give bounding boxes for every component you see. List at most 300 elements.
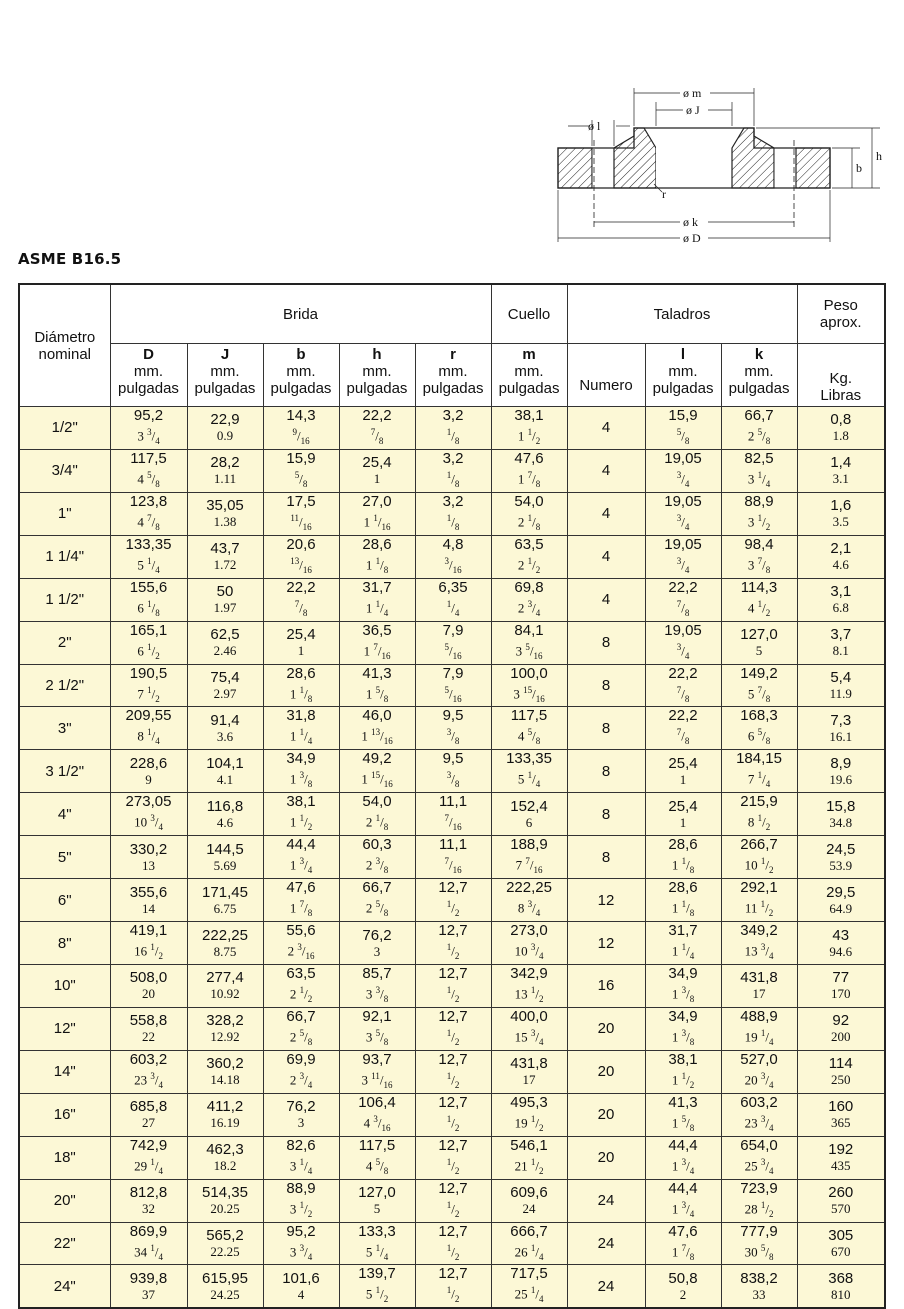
inch-value: 5 (755, 643, 763, 659)
mm-value: 114,3 (740, 578, 778, 596)
cell-b (263, 964, 339, 1007)
cell-j (187, 535, 263, 578)
nominal-value: 3/4" (51, 462, 78, 480)
mm-value: 717,5 (510, 1265, 548, 1283)
inch-value: 4.6 (832, 557, 849, 573)
mm-value: 82,6 (286, 1136, 316, 1154)
mm-value: 44,4 (286, 836, 316, 854)
cell-r (415, 664, 491, 707)
inch-value: 3 $^{15}/_{16}$ (513, 684, 545, 704)
mm-value: 15,9 (668, 407, 698, 424)
cell-nominal (19, 1093, 110, 1136)
mm-value: 12,7 (438, 964, 468, 982)
cell-r (415, 879, 491, 922)
mm-value: 666,7 (510, 1222, 548, 1240)
cell-m (491, 1093, 567, 1136)
mm-value: 31,7 (668, 922, 698, 940)
mm-value: 12,7 (438, 1050, 468, 1068)
mm-value: 47,6 (668, 1222, 698, 1240)
cell-d (110, 707, 187, 750)
cell-l (645, 1222, 721, 1265)
cell-m (491, 793, 567, 836)
mm-value: 25,4 (362, 454, 392, 472)
cell-j (187, 1136, 263, 1179)
cell-h (339, 793, 415, 836)
mm-value: 84,1 (514, 621, 544, 639)
inch-value: 34 $^1/_4$ (134, 1242, 163, 1262)
mm-value: 603,2 (740, 1093, 778, 1111)
mm-value: 139,7 (358, 1265, 396, 1283)
cell-l (645, 1179, 721, 1222)
cell-p (797, 1222, 885, 1265)
cell-m (491, 707, 567, 750)
inch-value: 64.9 (829, 900, 853, 916)
cell-k (721, 1050, 797, 1093)
inch-value: 16 $^1/_2$ (134, 942, 163, 961)
cell-j (187, 1093, 263, 1136)
cell-k (721, 879, 797, 922)
mm-value: 546,1 (510, 1136, 548, 1154)
cell-d (110, 578, 187, 621)
mm-value: 66,7 (286, 1007, 316, 1025)
inch-value: 1 $^7/_8$ (289, 899, 313, 919)
cell-r (415, 535, 491, 578)
inch-value: $^1/_8$ (446, 427, 460, 446)
cell-p (797, 449, 885, 492)
nominal-value: 10" (53, 977, 76, 995)
mm-value: 160 (828, 1098, 854, 1116)
nominal-value: 2 1/2" (45, 676, 85, 694)
cell-numero (567, 1136, 645, 1179)
mm-value: 38,1 (514, 407, 544, 424)
mm-value: 228,6 (129, 754, 168, 772)
mm-value: 116,8 (206, 797, 244, 815)
mm-value: 31,7 (362, 578, 392, 596)
inch-value: 1.72 (213, 557, 237, 573)
mm-value: 260 (828, 1184, 854, 1202)
inch-value: 3 (297, 1115, 305, 1131)
table-row (19, 964, 885, 1007)
inch-value: 1 (373, 471, 381, 487)
mm-value: 9,5 (442, 707, 464, 725)
mm-value: 22,2 (286, 578, 316, 596)
cell-l (645, 492, 721, 535)
bolt-count: 20 (597, 1106, 615, 1124)
mm-value: 123,8 (129, 492, 168, 510)
header-taladros: Taladros (567, 284, 797, 344)
mm-value: 349,2 (740, 922, 778, 940)
mm-value: 34,9 (668, 964, 698, 982)
hub-right (732, 128, 774, 188)
mm-value: 431,8 (740, 969, 778, 987)
cell-b (263, 407, 339, 450)
bolt-count: 24 (597, 1234, 615, 1252)
inch-value: $^7/_8$ (676, 684, 690, 704)
flange-left-half (558, 148, 592, 188)
mm-value: 43 (832, 926, 850, 944)
inch-value: 2 $^5/_8$ (289, 1027, 313, 1047)
inch-value: 24.25 (210, 1286, 240, 1302)
mm-value: 28,2 (210, 454, 240, 472)
table-row (19, 621, 885, 664)
cell-b (263, 449, 339, 492)
mm-value: 168,3 (740, 707, 778, 725)
mm-value: 19,05 (664, 535, 702, 553)
cell-numero (567, 407, 645, 450)
mm-value: 3,2 (442, 492, 464, 510)
mm-value: 12,7 (438, 922, 468, 940)
bolt-count: 4 (601, 548, 611, 566)
mm-value: 488,9 (740, 1007, 778, 1025)
cell-d (110, 1222, 187, 1265)
cell-d (110, 449, 187, 492)
nominal-value: 12" (53, 1020, 76, 1038)
cell-b (263, 1265, 339, 1308)
cell-h (339, 578, 415, 621)
mm-value: 35,05 (206, 497, 244, 515)
cell-b (263, 879, 339, 922)
inch-value: 4 $^5/_8$ (137, 469, 160, 489)
inch-value: 2 $^1/_8$ (517, 512, 541, 532)
cell-b (263, 836, 339, 879)
flange-dimensions-table (18, 283, 886, 1309)
cell-j (187, 449, 263, 492)
cell-j (187, 793, 263, 836)
inch-value: 2.97 (213, 685, 237, 701)
mm-value: 44,4 (668, 1136, 698, 1154)
cell-b (263, 1007, 339, 1050)
inch-value: $^5/_8$ (676, 427, 690, 446)
cell-k (721, 449, 797, 492)
cell-b (263, 922, 339, 965)
mm-value: 277,4 (206, 969, 244, 987)
mm-value: 144,5 (206, 840, 244, 858)
cell-h (339, 1093, 415, 1136)
inch-value: $^3/_{16}$ (444, 555, 462, 575)
cell-h (339, 1136, 415, 1179)
inch-value: 6 $^5/_8$ (747, 727, 771, 747)
cell-j (187, 578, 263, 621)
cell-d (110, 964, 187, 1007)
mm-value: 46,0 (362, 707, 392, 725)
cell-m (491, 836, 567, 879)
table-row (19, 492, 885, 535)
inch-value: 6 $^1/_2$ (137, 641, 160, 661)
mm-value: 188,9 (510, 836, 548, 854)
cell-nominal (19, 1179, 110, 1222)
mm-value: 508,0 (129, 969, 168, 987)
bolt-count: 24 (597, 1192, 615, 1210)
cell-j (187, 879, 263, 922)
inch-value: $^{13}/_{16}$ (290, 555, 312, 575)
mm-value: 127,0 (740, 626, 778, 644)
mm-value: 2,1 (830, 540, 852, 558)
nominal-value: 20" (53, 1192, 76, 1210)
cell-k (721, 964, 797, 1007)
cell-d (110, 1136, 187, 1179)
standard-title: ASME B16.5 (18, 250, 122, 268)
cell-numero (567, 879, 645, 922)
inch-value: 15 $^3/_4$ (514, 1027, 544, 1047)
mm-value: 101,6 (282, 1269, 320, 1287)
cell-numero (567, 836, 645, 879)
mm-value: 92 (832, 1012, 850, 1030)
cell-m (491, 922, 567, 965)
inch-value: $^1/_2$ (446, 1156, 460, 1176)
hub-left (614, 128, 656, 188)
cell-m (491, 1222, 567, 1265)
cell-k (721, 1093, 797, 1136)
cell-numero (567, 664, 645, 707)
inch-value: 6 (525, 814, 533, 830)
cell-l (645, 1265, 721, 1308)
cell-numero (567, 1179, 645, 1222)
mm-value: 8,9 (830, 754, 852, 772)
bolt-count: 8 (601, 805, 611, 823)
header-col-j: J mm. pulgadas (187, 344, 263, 407)
mm-value: 93,7 (362, 1050, 392, 1068)
cell-r (415, 964, 491, 1007)
cell-l (645, 664, 721, 707)
cell-l (645, 879, 721, 922)
cell-r (415, 1136, 491, 1179)
mm-value: 27,0 (362, 492, 392, 510)
inch-value: $^1/_4$ (446, 598, 460, 618)
mm-value: 106,4 (358, 1093, 396, 1111)
cell-k (721, 1136, 797, 1179)
cell-p (797, 879, 885, 922)
inch-value: 1 $^1/_8$ (671, 856, 695, 876)
cell-nominal (19, 836, 110, 879)
inch-value: 570 (831, 1201, 851, 1217)
inch-value: 13 $^1/_2$ (514, 984, 544, 1004)
mm-value: 98,4 (744, 535, 774, 553)
mm-value: 82,5 (744, 449, 774, 467)
inch-value: 1 $^1/_2$ (289, 813, 313, 833)
mm-value: 62,5 (210, 626, 240, 644)
inch-value: 25 $^3/_4$ (744, 1156, 774, 1176)
mm-value: 19,05 (664, 621, 702, 639)
cell-d (110, 1007, 187, 1050)
cell-h (339, 750, 415, 793)
cell-b (263, 664, 339, 707)
cell-d (110, 535, 187, 578)
cell-d (110, 664, 187, 707)
cell-m (491, 578, 567, 621)
mm-value: 19,05 (664, 492, 702, 510)
mm-value: 12,7 (438, 1007, 468, 1025)
inch-value: 7 $^1/_4$ (747, 770, 771, 790)
cell-nominal (19, 621, 110, 664)
mm-value: 152,4 (510, 797, 548, 815)
cell-m (491, 621, 567, 664)
cell-h (339, 664, 415, 707)
header-col-h: h mm. pulgadas (339, 344, 415, 407)
inch-value: 11.9 (829, 685, 852, 701)
mm-value: 133,3 (358, 1222, 396, 1240)
inch-value: 23 $^3/_4$ (134, 1070, 163, 1090)
cell-numero (567, 578, 645, 621)
inch-value: 16.1 (829, 728, 853, 744)
inch-value: 3.6 (216, 728, 234, 744)
mm-value: 69,9 (286, 1050, 316, 1068)
mm-value: 41,3 (668, 1093, 698, 1111)
inch-value: 18.2 (213, 1158, 237, 1174)
inch-value: 1.8 (832, 428, 849, 444)
nominal-value: 3 1/2" (45, 762, 85, 780)
cell-b (263, 621, 339, 664)
cell-h (339, 836, 415, 879)
inch-value: 22.25 (210, 1243, 240, 1259)
header-col-r: r mm. pulgadas (415, 344, 491, 407)
cell-k (721, 664, 797, 707)
mm-value: 328,2 (206, 1012, 244, 1030)
mm-value: 133,35 (506, 750, 552, 768)
cell-nominal (19, 1265, 110, 1308)
cell-d (110, 879, 187, 922)
cell-m (491, 535, 567, 578)
mm-value: 514,35 (202, 1184, 248, 1202)
inch-value: 1 $^1/_2$ (671, 1070, 695, 1090)
cell-k (721, 1179, 797, 1222)
inch-value: 26 $^1/_4$ (514, 1242, 544, 1262)
cell-k (721, 922, 797, 965)
mm-value: 19,05 (664, 449, 702, 467)
inch-value: $^{11}/_{16}$ (290, 512, 312, 532)
cell-numero (567, 1093, 645, 1136)
nominal-value: 2" (57, 634, 72, 652)
cell-r (415, 1179, 491, 1222)
inch-value: $^7/_{16}$ (444, 813, 462, 833)
cell-b (263, 707, 339, 750)
inch-value: $^3/_4$ (676, 555, 690, 575)
mm-value: 36,5 (362, 621, 392, 639)
cell-h (339, 964, 415, 1007)
cell-m (491, 879, 567, 922)
mm-value: 6,35 (438, 578, 468, 596)
inch-value: $^1/_2$ (446, 899, 460, 919)
mm-value: 3,7 (830, 626, 852, 644)
table-row (19, 879, 885, 922)
cell-l (645, 1093, 721, 1136)
cell-numero (567, 449, 645, 492)
mm-value: 11,1 (438, 793, 468, 811)
inch-value: 25 $^1/_4$ (514, 1285, 544, 1305)
inch-value: 20 (142, 986, 155, 1002)
inch-value: $^1/_2$ (446, 1070, 460, 1090)
cell-b (263, 1179, 339, 1222)
inch-value: 3.5 (832, 514, 849, 530)
mm-value: 63,5 (286, 964, 316, 982)
cell-r (415, 707, 491, 750)
cell-nominal (19, 407, 110, 450)
cell-l (645, 964, 721, 1007)
label-r: r (662, 187, 666, 201)
nominal-value: 16" (53, 1106, 76, 1124)
inch-value: 2 (679, 1286, 687, 1302)
inch-value: 2 $^1/_8$ (365, 813, 389, 833)
mm-value: 615,95 (202, 1269, 248, 1287)
flange-right-half (796, 148, 830, 188)
inch-value: 1 $^3/_4$ (289, 856, 313, 876)
cell-nominal (19, 879, 110, 922)
mm-value: 20,6 (286, 535, 316, 553)
bolt-count: 16 (597, 977, 615, 995)
mm-value: 495,3 (510, 1093, 548, 1111)
cell-m (491, 664, 567, 707)
cell-r (415, 1050, 491, 1093)
table-row (19, 836, 885, 879)
inch-value: 3 $^5/_{16}$ (515, 641, 543, 661)
mm-value: 133,35 (125, 535, 172, 553)
inch-value: 4.6 (216, 814, 234, 830)
nominal-value: 18" (53, 1149, 76, 1167)
inch-value: 24 (522, 1201, 536, 1217)
cell-d (110, 1093, 187, 1136)
cell-nominal (19, 1222, 110, 1265)
inch-value: 3 $^1/_4$ (747, 469, 771, 489)
inch-value: 27 (142, 1115, 155, 1131)
mm-value: 3,2 (442, 407, 464, 424)
inch-value: $^9/_{16}$ (292, 427, 310, 446)
table-row (19, 707, 885, 750)
mm-value: 838,2 (740, 1269, 778, 1287)
mm-value: 14,3 (286, 407, 316, 424)
mm-value: 558,8 (129, 1012, 168, 1030)
table-body (19, 407, 885, 1309)
mm-value: 50 (216, 583, 234, 601)
mm-value: 5,4 (830, 668, 852, 686)
cell-l (645, 578, 721, 621)
mm-value: 431,8 (510, 1055, 548, 1073)
mm-value: 565,2 (206, 1226, 244, 1244)
inch-value: 3 $^1/_2$ (289, 1199, 313, 1219)
mm-value: 22,2 (668, 578, 698, 596)
cell-k (721, 407, 797, 450)
cell-r (415, 793, 491, 836)
label-j: ø J (686, 103, 700, 117)
inch-value: 8 $^1/_4$ (137, 727, 160, 747)
inch-value: 1.38 (213, 514, 237, 530)
inch-value: 1.97 (213, 600, 237, 616)
cell-r (415, 922, 491, 965)
inch-value: 5 $^1/_4$ (365, 1242, 389, 1262)
inch-value: 6.75 (213, 900, 237, 916)
cell-r (415, 1093, 491, 1136)
mm-value: 22,2 (668, 707, 698, 725)
inch-value: 8.75 (213, 943, 237, 959)
cell-r (415, 449, 491, 492)
cell-j (187, 492, 263, 535)
mm-value: 50,8 (668, 1269, 698, 1287)
bolt-count: 8 (601, 762, 611, 780)
inch-value: 3 (373, 943, 381, 959)
mm-value: 15,8 (826, 797, 856, 815)
mm-value: 34,9 (286, 750, 316, 768)
cell-b (263, 793, 339, 836)
cell-nominal (19, 793, 110, 836)
mm-value: 38,1 (286, 793, 316, 811)
inch-value: $^3/_8$ (446, 727, 460, 747)
inch-value: 170 (831, 986, 851, 1002)
bolt-hole-left (592, 148, 614, 188)
cell-nominal (19, 964, 110, 1007)
mm-value: 43,7 (210, 540, 240, 558)
cell-numero (567, 750, 645, 793)
mm-value: 939,8 (129, 1269, 168, 1287)
label-d: ø D (683, 231, 701, 245)
inch-value: 28 $^1/_2$ (744, 1199, 774, 1219)
